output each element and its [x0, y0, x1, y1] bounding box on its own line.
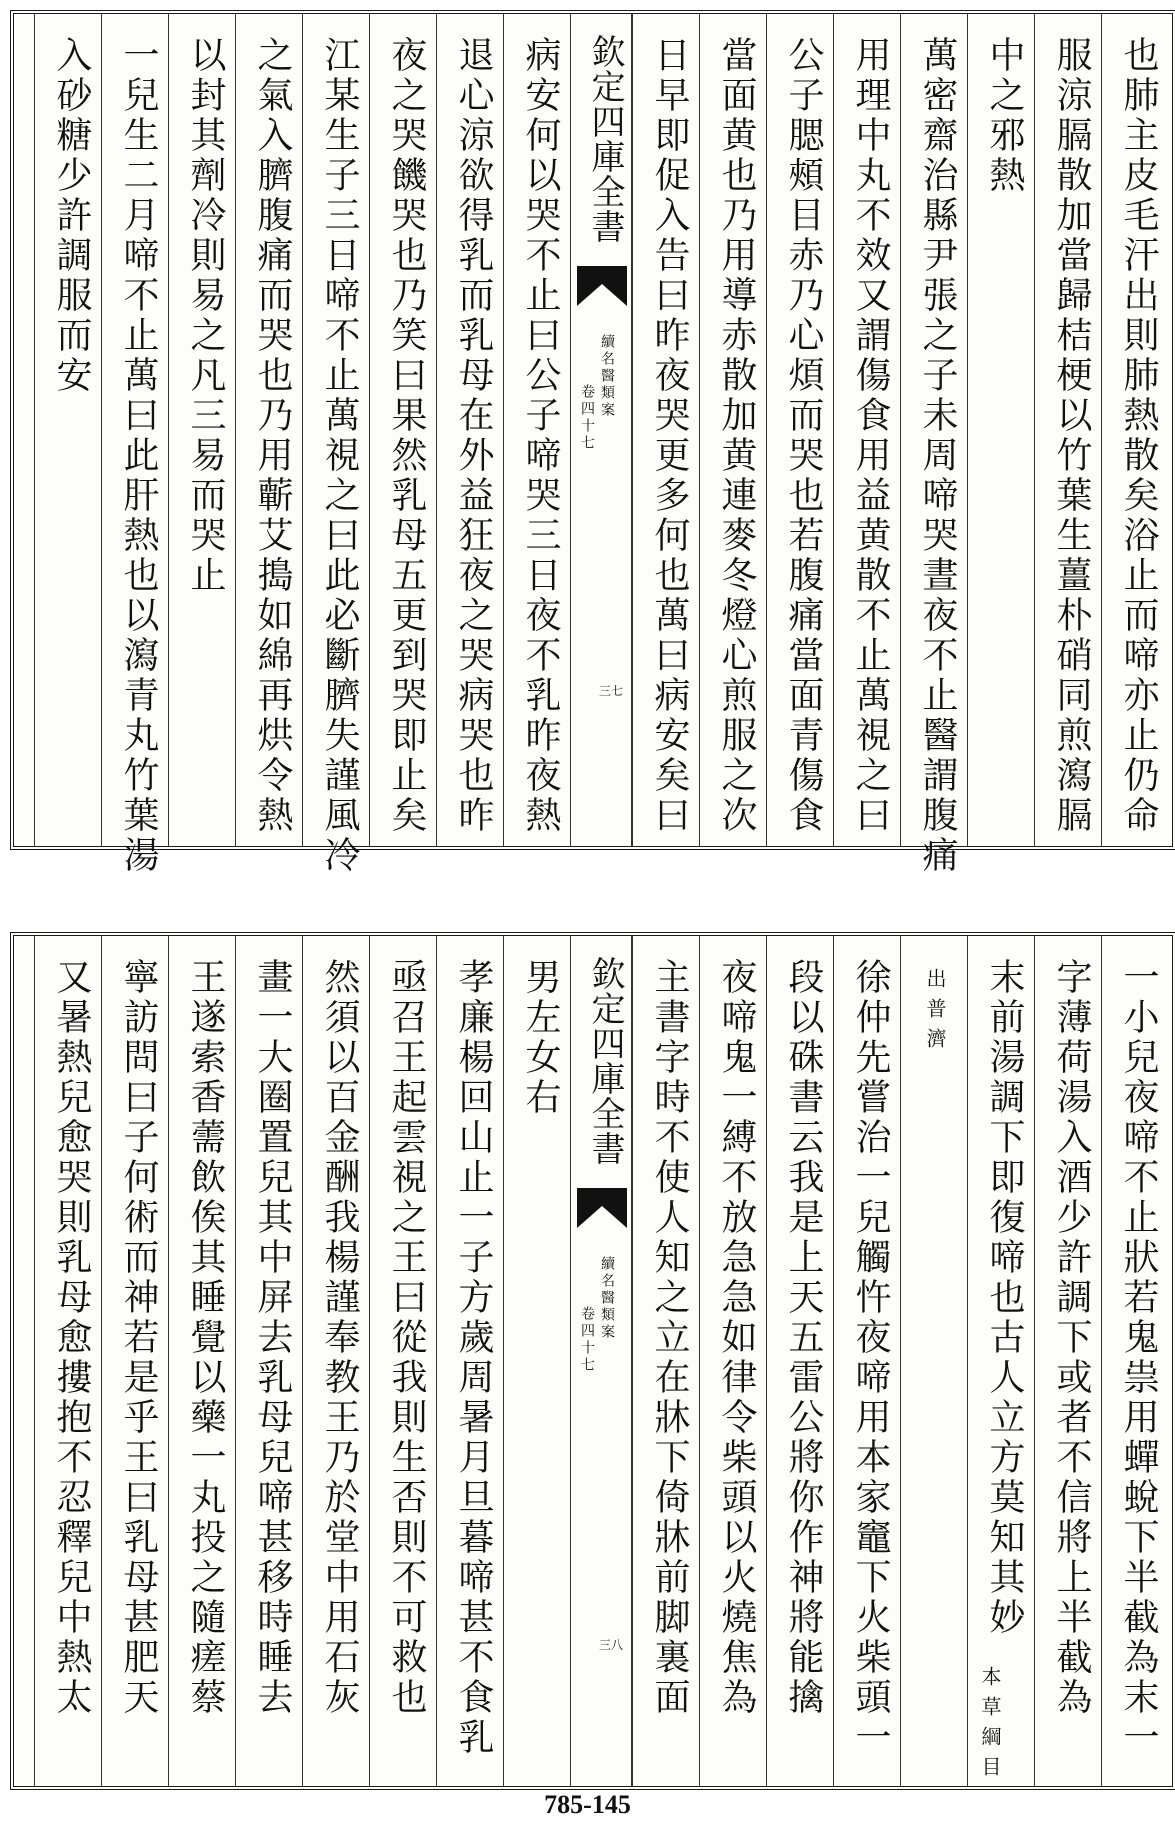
column-text: 當面黄也乃用導赤散加黄連麥冬燈心煎服之次 [716, 36, 757, 836]
text-column [503, 14, 570, 846]
folio-number: 三八 [599, 1638, 624, 1652]
text-column [436, 14, 503, 846]
text-column [1101, 14, 1168, 846]
column-text: 萬密齋治縣尹張之子未周啼哭晝夜不止醫謂腹痛 [917, 36, 958, 876]
library-title: 欽定四庫全書 [585, 34, 625, 244]
text-column [235, 14, 302, 846]
column-text: 之氣入臍腹痛而哭也乃用蘄艾搗如綿再烘令熱 [252, 36, 293, 836]
text-column [632, 14, 699, 846]
column-text: 孝廉楊回山止一子方歲周暑月旦暮啼甚不食乳 [453, 958, 494, 1758]
column-text: 畫一大圈置兒其中屏去乳母兒啼甚移時睡去 [252, 958, 293, 1718]
column-text: 以封其劑冷則易之凡三易而哭止 [185, 36, 226, 596]
volume-label: 卷四十七 [579, 384, 595, 452]
fishtail-mark-icon [577, 266, 627, 306]
text-column [766, 936, 833, 1786]
text-column [1034, 14, 1101, 846]
column-text: 也肺主皮毛汗出則肺熱散矣浴止而啼亦止仍命 [1118, 36, 1159, 836]
book-title: 續名醫類案 [599, 1256, 615, 1341]
text-column [302, 14, 369, 876]
column-text: 入砂糖少許調服而安 [51, 36, 92, 396]
column-text: 一小兒夜啼不止狀若鬼祟用蟬蛻下半截為末一 [1118, 958, 1159, 1758]
text-column [302, 936, 369, 1786]
text-column [369, 14, 436, 846]
column-text: 徐仲先嘗治一兒觸忤夜啼用本家竈下火柴頭一 [850, 958, 891, 1758]
column-text: 然須以百金酬我楊謹奉教王乃於堂中用石灰 [319, 958, 360, 1718]
column-text: 夜啼鬼一縛不放急急如律令柴頭以火燒焦為 [716, 958, 757, 1718]
top-page-frame [10, 10, 1175, 876]
column-text: 中之邪熱 [984, 36, 1025, 196]
book-title: 續名醫類案 [599, 334, 615, 419]
text-column [235, 936, 302, 1786]
center-fold-column [570, 14, 632, 846]
text-column [766, 14, 833, 846]
column-text: 寧訪問曰子何術而神若是乎王曰乳母甚肥天 [118, 958, 159, 1718]
page-number: 785-145 [544, 1790, 631, 1819]
column-text: 王遂索香薷飲俟其睡覺以藥一丸投之隨瘥蔡 [185, 958, 226, 1718]
text-column [833, 14, 900, 846]
column-text: 又暑熱兒愈哭則乳母愈摟抱不忍釋兒中熱太 [51, 958, 92, 1718]
text-column [34, 14, 101, 846]
column-text: 段以硃書云我是上天五雷公將你作神將能擒 [783, 958, 824, 1718]
column-text: 江某生子三日啼不止萬視之曰此必斷臍失謹風冷 [319, 36, 360, 876]
text-column [168, 936, 235, 1786]
column-text: 夜之哭饑哭也乃笑曰果然乳母五更到哭即止矣 [386, 36, 427, 836]
column-text: 字薄荷湯入酒少許調下或者不信將上半截為 [1051, 958, 1092, 1718]
text-column [632, 936, 699, 1786]
text-column [101, 14, 168, 876]
text-column [168, 14, 235, 846]
bottom-page-frame [10, 932, 1175, 1790]
column-text: 病安何以哭不止曰公子啼哭三日夜不乳昨夜熱 [520, 36, 561, 836]
center-fold-column [570, 936, 632, 1786]
column-text: 用理中丸不效又謂傷食用益黄散不止萬視之曰 [850, 36, 891, 836]
source-note-puji: 出普濟 [923, 968, 947, 1058]
column-text: 末前湯調下即復啼也古人立方莫知其妙 [984, 958, 1025, 1638]
text-column [1101, 936, 1168, 1786]
text-column [101, 936, 168, 1786]
text-column [900, 14, 967, 876]
folio-number: 三七 [599, 684, 624, 698]
column-text: 一兒生二月啼不止萬曰此肝熱也以瀉青丸竹葉湯 [118, 36, 159, 876]
text-column [1034, 936, 1101, 1786]
volume-label: 卷四十七 [579, 1306, 595, 1374]
text-column [900, 936, 967, 1786]
column-text: 公子腮頰目赤乃心煩而哭也若腹痛當面青傷食 [783, 36, 824, 836]
fishtail-mark-icon [577, 1188, 627, 1228]
column-text: 男左女右 [520, 958, 561, 1118]
column-text: 日早即促入告曰昨夜哭更多何也萬曰病安矣曰 [649, 36, 690, 836]
text-column [503, 936, 570, 1786]
column-text: 服涼膈散加當歸桔梗以竹葉生薑朴硝同煎瀉膈 [1051, 36, 1092, 836]
column-text: 亟召王起雲視之王曰從我則生否則不可救也 [386, 958, 427, 1718]
library-title: 欽定四庫全書 [585, 956, 625, 1166]
source-note-bencao: 本草綱目 [978, 1666, 1002, 1786]
text-column [699, 14, 766, 846]
column-text: 主書字時不使人知之立在牀下倚牀前脚裏面 [649, 958, 690, 1718]
text-column [699, 936, 766, 1786]
text-column [436, 936, 503, 1786]
text-column [967, 936, 1034, 1786]
text-column [833, 936, 900, 1786]
text-column [369, 936, 436, 1786]
text-column [34, 936, 101, 1786]
text-column [967, 14, 1034, 846]
column-text: 退心涼欲得乳而乳母在外益狂夜之哭病哭也昨 [453, 36, 494, 836]
